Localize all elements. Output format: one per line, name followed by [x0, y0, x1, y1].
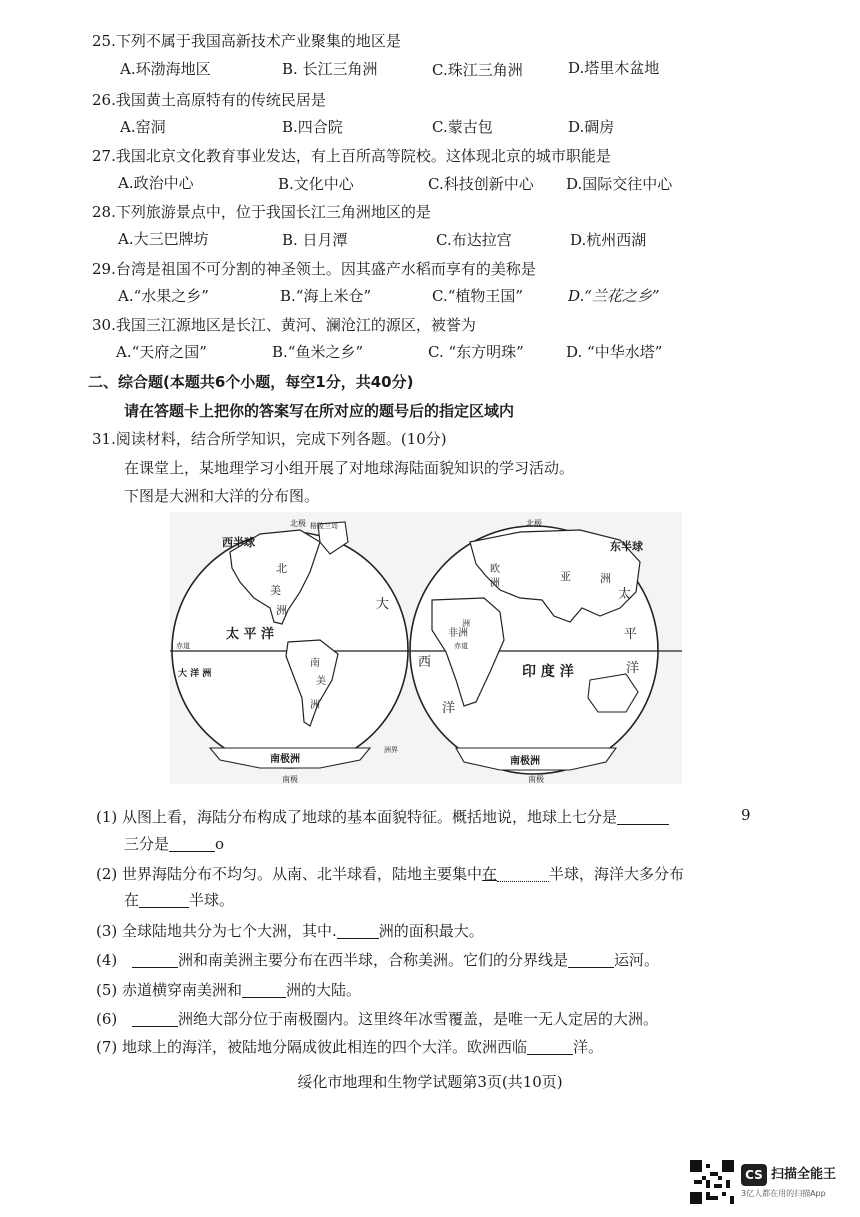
subquestion-2-cont: [124, 890, 234, 910]
page-footer: 绥化市地理和生物学试题第3页(共10页): [297, 1073, 563, 1091]
label-south-pole-east: 南极: [528, 775, 544, 784]
scanner-app-name: 扫描全能王: [771, 1167, 837, 1182]
option-d: D.塔里木盆地: [568, 59, 660, 77]
section-title: 二、综合题(本题共6个小题，每空1分，共40分): [88, 373, 414, 391]
label-asia-2: 洲: [600, 572, 611, 585]
subquestion-5: [96, 980, 361, 1000]
label-north-america-1: 北: [276, 562, 287, 575]
label-atlantic-yang: 洋: [442, 701, 456, 716]
label-pacific-east-3: 洋: [626, 661, 640, 676]
subquestion-text: o: [215, 835, 225, 853]
answer-blank: [617, 808, 669, 825]
label-north-america-2: 美: [270, 584, 281, 597]
subquestion-text: 半球。: [189, 891, 235, 909]
question-31-paragraph: 下图是大洲和大洋的分布图。: [124, 487, 320, 505]
answer-blank: [132, 1010, 178, 1027]
question-31-paragraph: 在课堂上，某地理学习小组开展了对地球海陆面貌知识的学习活动。: [124, 459, 575, 477]
option-c: C.珠江三角洲: [432, 61, 523, 79]
question-stem: 30.我国三江源地区是长江、黄河、澜沧江的源区，被誉为: [92, 316, 476, 334]
subquestion-1-cont: [124, 834, 224, 854]
answer-blank: [337, 922, 379, 939]
option-c: C. “东方明珠”: [428, 343, 524, 361]
label-south-america-1: 南: [310, 658, 320, 669]
option-a: A.大三巴牌坊: [118, 230, 209, 248]
answer-blank: [497, 865, 549, 882]
label-greenland: 格陵兰岛: [310, 522, 338, 530]
label-west-hemisphere: 西半球: [222, 536, 255, 549]
label-antarctica-east: 南极洲: [510, 756, 540, 767]
label-asia-1: 亚: [560, 570, 571, 583]
option-b: B. 日月潭: [282, 231, 348, 249]
label-continent-boundary: 洲界: [384, 746, 398, 754]
label-east-hemisphere: 东半球: [610, 540, 643, 553]
subquestion-text: (5) 赤道横穿南美洲和: [96, 981, 243, 999]
subquestion-7: [96, 1037, 603, 1057]
option-b: B.“鱼米之乡”: [272, 343, 364, 361]
label-antarctica-west: 南极洲: [270, 754, 300, 765]
section-instruction: 请在答题卡上把你的答案写在所对应的题号后的指定区域内: [124, 402, 515, 420]
subquestion-6: [96, 1009, 658, 1029]
question-stem: 26.我国黄土高原特有的传统民居是: [92, 91, 326, 109]
subquestion-text: (3) 全球陆地共分为七个大洲，其中.: [96, 922, 337, 940]
scanner-tagline: 3亿人都在用的扫描App: [741, 1189, 826, 1198]
option-d: D.国际交往中心: [566, 175, 673, 193]
label-europe-1: 欧: [490, 564, 500, 575]
label-africa-2: 洲: [462, 619, 470, 628]
option-d: D.杭州西湖: [570, 231, 647, 249]
subquestion-text: 三分是: [124, 835, 170, 853]
subquestion-text: 洲的面积最大。: [378, 922, 484, 940]
option-c: C.科技创新中心: [428, 175, 534, 193]
answer-blank: [132, 951, 178, 968]
option-c: C.布达拉宫: [436, 231, 512, 249]
label-pacific-east-1: 太: [618, 587, 632, 602]
answer-blank: [568, 951, 614, 968]
label-south-america-2: 美: [316, 676, 326, 687]
label-pacific-west: 太 平 洋: [226, 627, 275, 642]
label-north-america-3: 洲: [276, 604, 287, 617]
margin-mark: 9: [741, 806, 751, 824]
label-indian-ocean: 印 度 洋: [522, 664, 574, 680]
answer-blank: [139, 891, 189, 908]
answer-blank: [169, 835, 215, 852]
label-africa-1: 非洲: [448, 628, 468, 639]
subquestion-text: 在: [482, 865, 498, 883]
question-stem: 25.下列不属于我国高新技术产业聚集的地区是: [92, 32, 401, 50]
question-stem: 27.我国北京文化教育事业发达，有上百所高等院校。这体现北京的城市职能是: [92, 147, 611, 165]
question-stem: 29.台湾是祖国不可分割的神圣领土。因其盛产水稻而享有的美称是: [92, 260, 536, 278]
label-north-pole-west: 北极: [290, 519, 306, 528]
subquestion-3: [96, 921, 484, 941]
subquestion-text: 洲绝大部分位于南极圈内。这里终年冰雪覆盖，是唯一无人定居的大洲。: [178, 1010, 659, 1028]
label-equator-east: 赤道: [454, 642, 468, 650]
option-a: A.“水果之乡”: [118, 287, 209, 305]
option-c: C.蒙古包: [432, 118, 493, 136]
label-equator-west: 赤道: [176, 642, 190, 650]
subquestion-2: [96, 864, 684, 884]
label-oceania: 大 洋 洲: [178, 669, 212, 679]
label-europe-2: 洲: [490, 578, 500, 589]
subquestion-text: (1) 从图上看，海陆分布构成了地球的基本面貌特征。概括地说，地球上七分是: [96, 808, 618, 826]
answer-blank: [242, 981, 286, 998]
option-d: D. “中华水塔”: [566, 343, 663, 361]
answer-blank: [527, 1038, 573, 1055]
subquestion-text: 运河。: [614, 951, 660, 969]
option-d: D.碉房: [568, 118, 615, 136]
option-d: D.“兰花之乡”: [568, 287, 660, 305]
qr-code-icon: [690, 1160, 734, 1204]
subquestion-text: 半球，海洋大多分布: [549, 865, 685, 883]
subquestion-text: (7) 地球上的海洋，被陆地分隔成彼此相连的四个大洋。欧洲西临: [96, 1038, 528, 1056]
option-a: A.政治中心: [118, 174, 194, 192]
option-c: C.“植物王国”: [432, 287, 524, 305]
question-stem: 28.下列旅游景点中，位于我国长江三角洲地区的是: [92, 203, 431, 221]
option-b: B.文化中心: [278, 175, 354, 193]
option-b: B.“海上米仓”: [280, 287, 372, 305]
label-north-pole-east: 北极: [526, 519, 542, 528]
subquestion-4: [96, 950, 659, 970]
subquestion-text: (2) 世界海陆分布不均匀。从南、北半球看，陆地主要集中: [96, 865, 483, 883]
subquestion-text: 洋。: [573, 1038, 604, 1056]
label-south-america-3: 洲: [310, 700, 320, 711]
option-b: B.四合院: [282, 118, 343, 136]
label-atlantic-xi: 西: [418, 655, 432, 670]
subquestion-1: [96, 807, 669, 827]
subquestion-text: 在: [124, 891, 140, 909]
option-a: A.窑洞: [120, 118, 166, 136]
subquestion-text: (6): [96, 1010, 118, 1028]
label-pacific-east-2: 平: [624, 627, 638, 642]
scanner-logo: CS: [741, 1164, 767, 1186]
question-31-stem: 31.阅读材料，结合所学知识，完成下列各题。(10分): [92, 430, 447, 448]
option-b: B. 长江三角洲: [282, 60, 378, 78]
label-atlantic-da: 大: [376, 597, 390, 612]
subquestion-text: 洲的大陆。: [286, 981, 362, 999]
label-south-pole-west: 南极: [282, 775, 298, 784]
subquestion-text: 洲和南美洲主要分布在西半球，合称美洲。它们的分界线是: [178, 951, 569, 969]
option-a: A.环渤海地区: [120, 60, 211, 78]
option-a: A.“天府之国”: [116, 343, 207, 361]
continents-oceans-map: [170, 512, 682, 784]
subquestion-text: (4): [96, 951, 118, 969]
